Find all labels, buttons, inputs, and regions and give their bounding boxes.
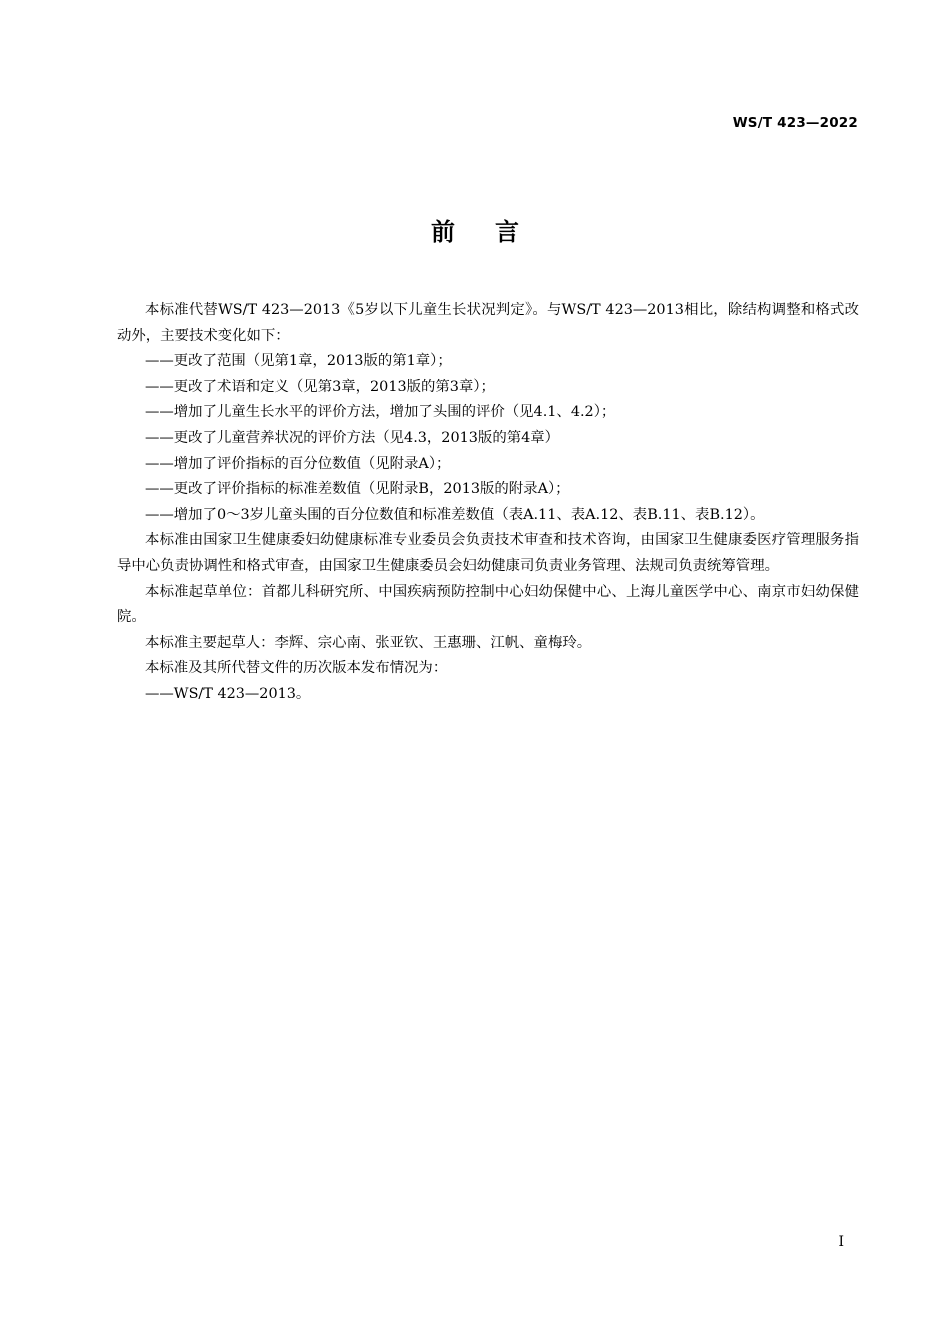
- paragraph: ——增加了儿童生长水平的评价方法，增加了头围的评价（见4.1、4.2）；: [145, 404, 616, 421]
- page-title: 前言: [431, 218, 559, 246]
- paragraph: 本标准代替WS/T 423—2013《5岁以下儿童生长状况判定》。与WS/T 423—2013相比，除结构调整和格式改动外，主要技术变化如下：: [117, 302, 859, 344]
- paragraph: ——WS/T 423—2013。: [145, 685, 311, 702]
- paragraph: ——更改了儿童营养状况的评价方法（见4.3，2013版的第4章）: [145, 429, 560, 446]
- paragraph: ——增加了0～3岁儿童头围的百分位数值和标准差数值（表A.11、表A.12、表B.11、表B.12）。: [145, 506, 765, 523]
- paragraph: 本标准及其所代替文件的历次版本发布情况为：: [145, 660, 448, 677]
- paragraph: ——更改了术语和定义（见第3章，2013版的第3章）；: [145, 378, 495, 395]
- paragraph: 本标准主要起草人：李辉、宗心南、张亚钦、王惠珊、江帆、童梅玲。: [145, 634, 592, 651]
- paragraph: ——更改了范围（见第1章，2013版的第1章）；: [145, 353, 452, 370]
- page-number: I: [838, 1234, 844, 1250]
- paragraph: ——增加了评价指标的百分位数值（见附录A）；: [145, 455, 451, 472]
- standard-code: WS/T 423—2022: [732, 115, 858, 131]
- paragraph: ——更改了评价指标的标准差数值（见附录B，2013版的附录A）；: [145, 481, 570, 498]
- foreword-body: [117, 298, 859, 708]
- paragraph: 本标准起草单位：首都儿科研究所、中国疾病预防控制中心妇幼保健中心、上海儿童医学中心、南京市妇幼保健院。: [117, 583, 859, 626]
- paragraph: 本标准由国家卫生健康委妇幼健康标准专业委员会负责技术审查和技术咨询，由国家卫生健康委医疗管理服务指导中心负责协调性和格式审查，由国家卫生健康委员会妇幼健康司负责业务管理、法规司负责统筹管理。: [117, 532, 859, 574]
